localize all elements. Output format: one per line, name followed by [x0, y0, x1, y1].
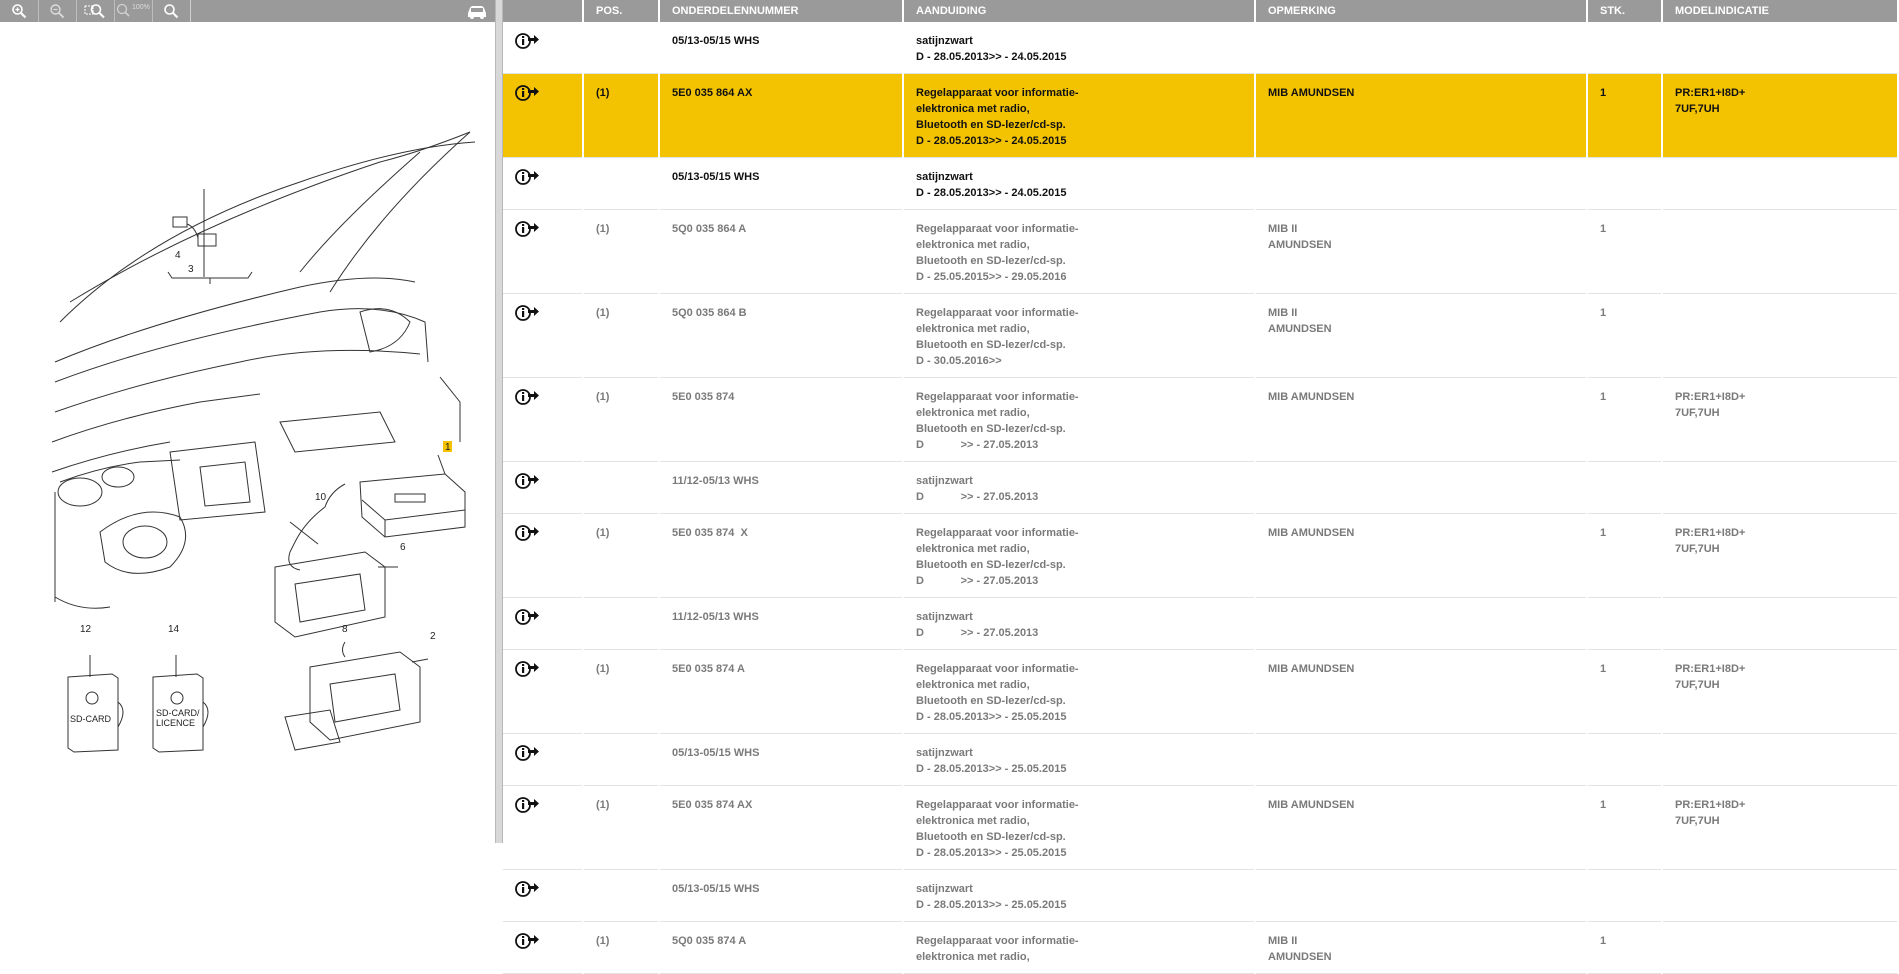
cell-part-number-text: 05/13-05/15 WHS — [672, 171, 760, 183]
callout-10[interactable]: 10 — [315, 492, 327, 503]
cell-qty — [1587, 870, 1662, 922]
cell-remark-text: MIB AMUNDSEN — [1268, 799, 1355, 811]
cell-model — [1662, 922, 1898, 974]
table-row[interactable] — [503, 786, 1898, 870]
col-header-info — [503, 0, 583, 22]
cell-model — [1662, 210, 1898, 294]
info-link-icon[interactable] — [514, 82, 540, 102]
cell-remark — [1255, 870, 1587, 922]
cell-part-number — [659, 22, 903, 74]
cell-model — [1662, 786, 1898, 870]
table-row[interactable] — [503, 870, 1898, 922]
cell-remark — [1255, 922, 1587, 974]
cell-qty — [1587, 734, 1662, 786]
cell-description — [903, 786, 1255, 870]
cell-description — [903, 378, 1255, 462]
cell-qty — [1587, 294, 1662, 378]
cell-model — [1662, 598, 1898, 650]
cell-remark-text: MIB AMUNDSEN — [1268, 87, 1355, 99]
callout-4[interactable]: 4 — [175, 250, 181, 261]
cell-remark — [1255, 786, 1587, 870]
cell-remark-text: MIB II AMUNDSEN — [1268, 935, 1332, 963]
cell-description-text: satijnzwart D - 28.05.2013>> - 25.05.2015 — [916, 883, 1067, 911]
cell-part-number — [659, 74, 903, 158]
cell-info — [503, 210, 583, 294]
cell-part-number — [659, 870, 903, 922]
cell-info — [503, 294, 583, 378]
info-link-icon[interactable] — [514, 30, 540, 50]
cell-info — [503, 378, 583, 462]
cell-model-text: PR:ER1+I8D+ 7UF,7UH — [1675, 663, 1746, 691]
table-row[interactable] — [503, 294, 1898, 378]
cell-model-text: PR:ER1+I8D+ 7UF,7UH — [1675, 391, 1746, 419]
table-row[interactable] — [503, 210, 1898, 294]
col-header-pos[interactable]: POS. — [583, 0, 659, 22]
table-row[interactable] — [503, 650, 1898, 734]
cell-description-text: Regelapparaat voor informatie- elektronica met radio, Bluetooth en SD-lezer/cd-sp. D - 28.05.2013>> - 25.05.2015 — [916, 799, 1079, 859]
cell-pos — [583, 158, 659, 210]
cell-pos — [583, 210, 659, 294]
info-link-icon[interactable] — [514, 522, 540, 542]
cell-qty-text: 1 — [1600, 307, 1607, 319]
search-icon[interactable] — [152, 0, 191, 22]
callout-12[interactable]: 12 — [80, 624, 92, 635]
cell-pos-text: (1) — [596, 663, 610, 675]
zoom-in-icon[interactable] — [0, 0, 39, 22]
info-link-icon[interactable] — [514, 386, 540, 406]
cell-qty — [1587, 514, 1662, 598]
cell-info — [503, 74, 583, 158]
table-row[interactable] — [503, 74, 1898, 158]
cell-part-number-text: 5E0 035 874 X — [672, 527, 748, 539]
info-link-icon[interactable] — [514, 930, 540, 950]
cell-description-text: Regelapparaat voor informatie- elektronica met radio, Bluetooth en SD-lezer/cd-sp. D >> - 27.05.2013 — [916, 391, 1079, 451]
cell-remark-text: MIB AMUNDSEN — [1268, 663, 1355, 675]
zoom-100-icon[interactable] — [114, 0, 153, 22]
cell-model — [1662, 870, 1898, 922]
cell-part-number-text: 5Q0 035 864 B — [672, 307, 747, 319]
info-link-icon[interactable] — [514, 742, 540, 762]
parts-table-pane — [503, 0, 1898, 963]
table-row[interactable] — [503, 514, 1898, 598]
table-row[interactable] — [503, 22, 1898, 74]
col-header-model[interactable]: MODELINDICATIE — [1662, 0, 1898, 22]
cell-part-number-text: 05/13-05/15 WHS — [672, 883, 760, 895]
cell-description — [903, 22, 1255, 74]
table-row[interactable] — [503, 462, 1898, 514]
cell-qty-text: 1 — [1600, 935, 1607, 947]
callout-6[interactable]: 6 — [400, 542, 406, 553]
cell-remark — [1255, 462, 1587, 514]
table-row[interactable] — [503, 378, 1898, 462]
cell-model — [1662, 462, 1898, 514]
cell-info — [503, 870, 583, 922]
cell-pos-text: (1) — [596, 87, 610, 99]
callout-14[interactable]: 14 — [168, 624, 180, 635]
cell-part-number — [659, 922, 903, 974]
car-icon[interactable] — [465, 2, 489, 20]
cell-part-number — [659, 210, 903, 294]
cell-model — [1662, 158, 1898, 210]
table-row[interactable] — [503, 598, 1898, 650]
cell-info — [503, 462, 583, 514]
cell-qty — [1587, 210, 1662, 294]
cell-info — [503, 922, 583, 974]
cell-pos-text: (1) — [596, 307, 610, 319]
cell-description — [903, 294, 1255, 378]
cell-qty-text: 1 — [1600, 391, 1607, 403]
cell-description-text: Regelapparaat voor informatie- elektronica met radio, Bluetooth en SD-lezer/cd-sp. D - 28.05.2013>> - 25.05.2015 — [916, 663, 1079, 723]
cell-qty-text: 1 — [1600, 223, 1607, 235]
cell-remark — [1255, 378, 1587, 462]
cell-description-text: satijnzwart D >> - 27.05.2013 — [916, 611, 1039, 639]
cell-part-number-text: 11/12-05/13 WHS — [672, 611, 759, 623]
cell-remark — [1255, 598, 1587, 650]
cell-pos-text: (1) — [596, 935, 610, 947]
callout-3[interactable]: 3 — [188, 264, 194, 275]
cell-remark-text: MIB AMUNDSEN — [1268, 527, 1355, 539]
col-header-description[interactable]: AANDUIDING — [903, 0, 1255, 22]
cell-part-number-text: 5E0 035 874 AX — [672, 799, 753, 811]
info-link-icon[interactable] — [514, 218, 540, 238]
info-link-icon[interactable] — [514, 794, 540, 814]
diagram-pane — [0, 0, 495, 843]
cell-description-text: Regelapparaat voor informatie- elektronica met radio, Bluetooth en SD-lezer/cd-sp. D - 28.05.2013>> - 24.05.2015 — [916, 87, 1079, 147]
table-header-row — [503, 0, 1898, 22]
cell-pos-text: (1) — [596, 391, 610, 403]
cell-remark — [1255, 734, 1587, 786]
cell-part-number-text: 5E0 035 874 A — [672, 663, 745, 675]
cell-remark — [1255, 650, 1587, 734]
cell-qty — [1587, 74, 1662, 158]
col-header-qty[interactable]: STK. — [1587, 0, 1662, 22]
callout-1[interactable]: 1 — [445, 442, 451, 453]
cell-description-text: Regelapparaat voor informatie- elektronica met radio, — [916, 935, 1079, 963]
cell-qty-text: 1 — [1600, 663, 1607, 675]
cell-qty — [1587, 650, 1662, 734]
cell-pos-text: (1) — [596, 799, 610, 811]
cell-model — [1662, 22, 1898, 74]
cell-description — [903, 734, 1255, 786]
cell-part-number-text: 05/13-05/15 WHS — [672, 747, 760, 759]
cell-remark — [1255, 514, 1587, 598]
cell-pos — [583, 378, 659, 462]
info-link-icon[interactable] — [514, 470, 540, 490]
parts-diagram — [0, 22, 495, 843]
parts-table — [503, 0, 1899, 974]
cell-info — [503, 650, 583, 734]
cell-pos-text: (1) — [596, 223, 610, 235]
cell-description — [903, 870, 1255, 922]
cell-remark — [1255, 210, 1587, 294]
cell-model-text: PR:ER1+I8D+ 7UF,7UH — [1675, 799, 1746, 827]
cell-description — [903, 598, 1255, 650]
cell-qty — [1587, 158, 1662, 210]
cell-description-text: Regelapparaat voor informatie- elektronica met radio, Bluetooth en SD-lezer/cd-sp. D - 30.05.2016>> — [916, 307, 1079, 367]
cell-part-number-text: 05/13-05/15 WHS — [672, 35, 760, 47]
cell-qty-text: 1 — [1600, 87, 1607, 99]
col-header-remark[interactable]: OPMERKING — [1255, 0, 1587, 22]
zoom-out-icon[interactable] — [38, 0, 77, 22]
toolbar-divider — [190, 0, 191, 22]
cell-pos — [583, 870, 659, 922]
cell-pos — [583, 294, 659, 378]
sd-card-licence-label-2: LICENCE — [156, 718, 196, 728]
cell-pos — [583, 74, 659, 158]
cell-model — [1662, 514, 1898, 598]
cell-qty — [1587, 462, 1662, 514]
cell-part-number-text: 5Q0 035 864 A — [672, 223, 747, 235]
cell-description — [903, 514, 1255, 598]
cell-remark-text: MIB II AMUNDSEN — [1268, 307, 1332, 335]
cell-remark — [1255, 22, 1587, 74]
cell-part-number — [659, 462, 903, 514]
cell-description-text: Regelapparaat voor informatie- elektronica met radio, Bluetooth en SD-lezer/cd-sp. D - 25.05.2015>> - 29.05.2016 — [916, 223, 1079, 283]
zoom-area-icon[interactable] — [76, 0, 115, 22]
cell-pos — [583, 922, 659, 974]
cell-pos — [583, 734, 659, 786]
cell-description — [903, 462, 1255, 514]
info-link-icon[interactable] — [514, 166, 540, 186]
cell-part-number — [659, 514, 903, 598]
cell-pos — [583, 598, 659, 650]
cell-info — [503, 786, 583, 870]
cell-remark — [1255, 158, 1587, 210]
zoom-100-label: 100% — [132, 4, 150, 11]
cell-description — [903, 650, 1255, 734]
cell-pos — [583, 514, 659, 598]
cell-remark — [1255, 74, 1587, 158]
cell-info — [503, 514, 583, 598]
cell-description-text: satijnzwart D - 28.05.2013>> - 24.05.2015 — [916, 171, 1067, 199]
cell-pos — [583, 22, 659, 74]
cell-description-text: satijnzwart D >> - 27.05.2013 — [916, 475, 1039, 503]
cell-info — [503, 158, 583, 210]
cell-part-number — [659, 378, 903, 462]
pane-splitter[interactable] — [495, 0, 503, 843]
cell-part-number-text: 5E0 035 864 AX — [672, 87, 753, 99]
col-header-part-number[interactable]: ONDERDELENNUMMER — [659, 0, 903, 22]
cell-model — [1662, 294, 1898, 378]
cell-info — [503, 22, 583, 74]
cell-qty — [1587, 598, 1662, 650]
table-row[interactable] — [503, 734, 1898, 786]
cell-qty-text: 1 — [1600, 527, 1607, 539]
cell-pos — [583, 786, 659, 870]
cell-description-text: Regelapparaat voor informatie- elektronica met radio, Bluetooth en SD-lezer/cd-sp. D >> - 27.05.2013 — [916, 527, 1079, 587]
cell-description-text: satijnzwart D - 28.05.2013>> - 25.05.2015 — [916, 747, 1067, 775]
table-row[interactable] — [503, 922, 1898, 974]
cell-pos — [583, 650, 659, 734]
cell-part-number-text: 5E0 035 874 — [672, 391, 735, 403]
cell-part-number — [659, 598, 903, 650]
sd-card-licence-label-1: SD-CARD/ — [156, 708, 200, 718]
cell-part-number — [659, 650, 903, 734]
cell-description — [903, 158, 1255, 210]
cell-info — [503, 598, 583, 650]
cell-model — [1662, 378, 1898, 462]
callout-8[interactable]: 8 — [342, 624, 348, 635]
cell-pos — [583, 462, 659, 514]
cell-model — [1662, 74, 1898, 158]
cell-model-text: PR:ER1+I8D+ 7UF,7UH — [1675, 87, 1746, 115]
cell-part-number-text: 11/12-05/13 WHS — [672, 475, 759, 487]
cell-part-number — [659, 786, 903, 870]
cell-qty — [1587, 378, 1662, 462]
cell-info — [503, 734, 583, 786]
cell-qty — [1587, 922, 1662, 974]
cell-model-text: PR:ER1+I8D+ 7UF,7UH — [1675, 527, 1746, 555]
cell-part-number — [659, 734, 903, 786]
cell-pos-text: (1) — [596, 527, 610, 539]
cell-part-number-text: 5Q0 035 874 A — [672, 935, 747, 947]
table-row[interactable] — [503, 158, 1898, 210]
cell-description — [903, 74, 1255, 158]
cell-model — [1662, 650, 1898, 734]
cell-remark — [1255, 294, 1587, 378]
diagram-toolbar — [0, 0, 495, 22]
cell-qty — [1587, 786, 1662, 870]
sd-card-label: SD-CARD — [70, 714, 112, 724]
info-link-icon[interactable] — [514, 658, 540, 678]
cell-model — [1662, 734, 1898, 786]
cell-description-text: satijnzwart D - 28.05.2013>> - 24.05.2015 — [916, 35, 1067, 63]
info-link-icon[interactable] — [514, 606, 540, 626]
callout-2[interactable]: 2 — [430, 631, 436, 642]
cell-description — [903, 210, 1255, 294]
cell-part-number — [659, 158, 903, 210]
cell-remark-text: MIB II AMUNDSEN — [1268, 223, 1332, 251]
cell-part-number — [659, 294, 903, 378]
cell-description — [903, 922, 1255, 974]
info-link-icon[interactable] — [514, 878, 540, 898]
cell-qty — [1587, 22, 1662, 74]
cell-remark-text: MIB AMUNDSEN — [1268, 391, 1355, 403]
cell-qty-text: 1 — [1600, 799, 1607, 811]
info-link-icon[interactable] — [514, 302, 540, 322]
